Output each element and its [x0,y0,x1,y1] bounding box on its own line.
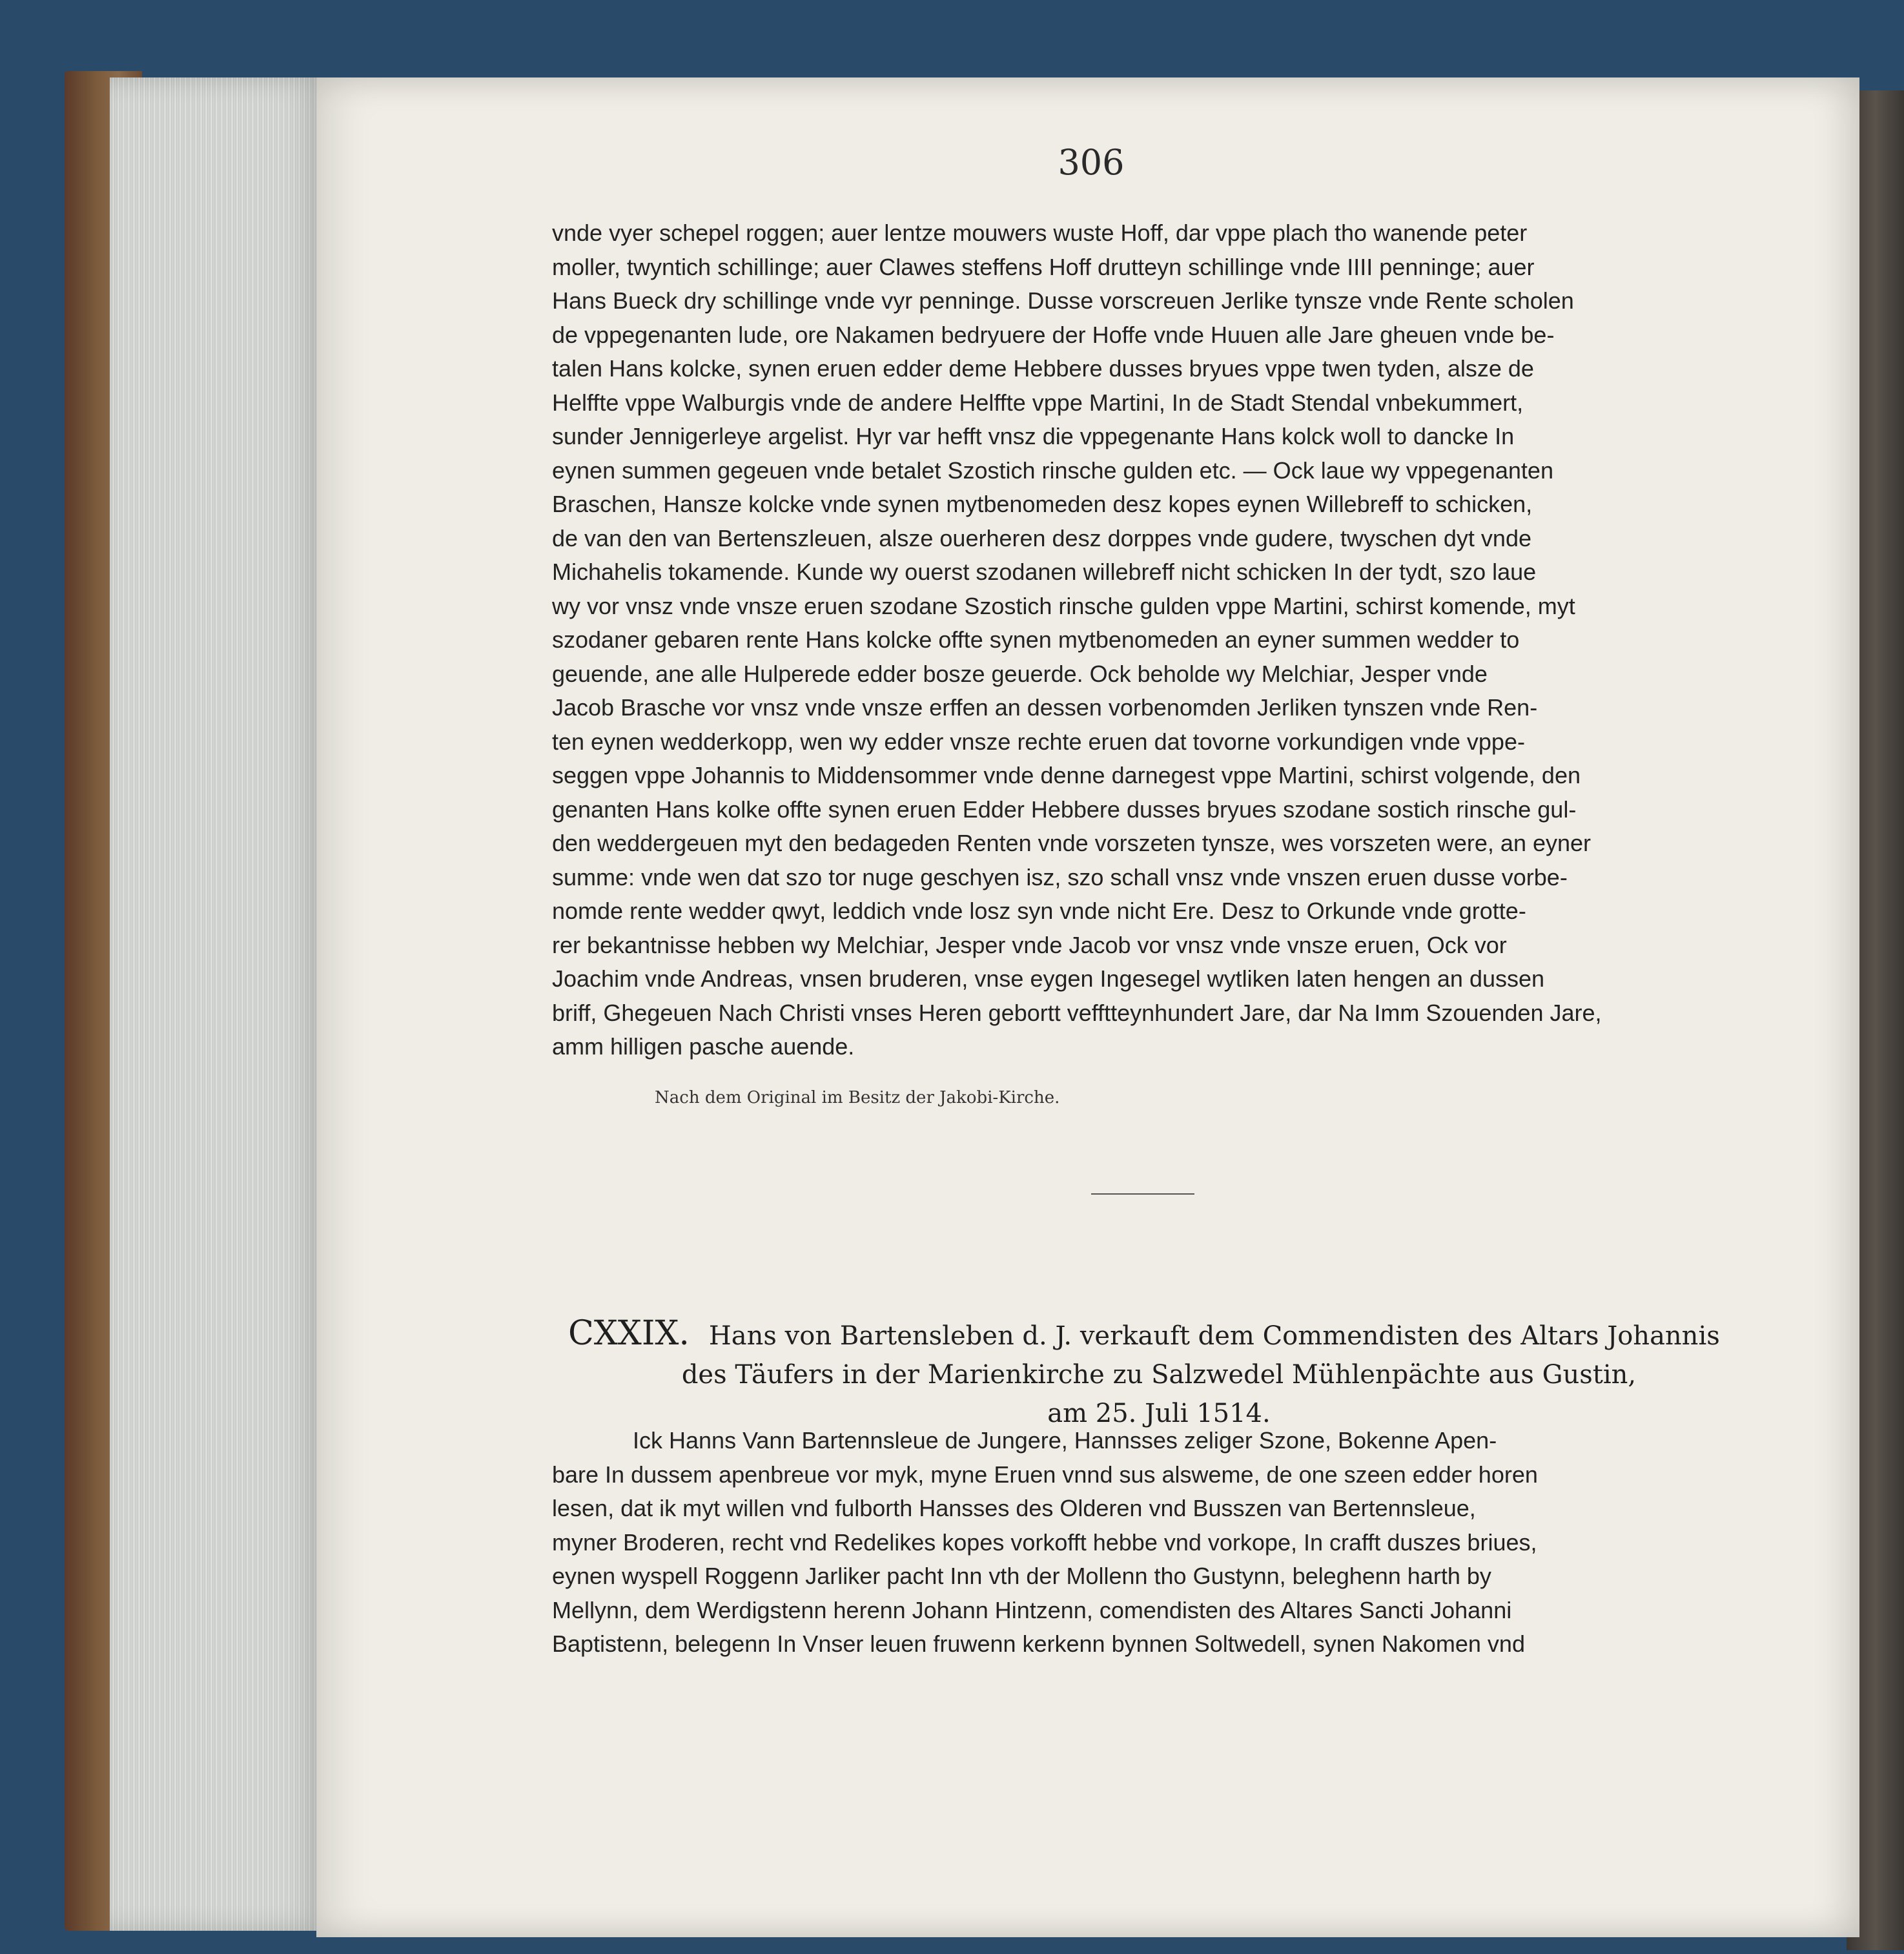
paragraph [552,1424,1746,1661]
document-heading [568,1314,1750,1433]
text-line: Mellynn, dem Werdigstenn herenn Johann Hintzenn, comendisten des Altares Sancti Johanni [552,1596,1512,1623]
heading-line-3: am 25. Juli 1514. [1047,1399,1271,1428]
text-line: szodaner gebaren rente Hans kolcke offte synen mytbenomeden an eyner summen wedder to [552,626,1520,653]
text-line: briff, Ghegeuen Nach Christi vnses Heren gebortt vefftteynhundert Jare, dar Na Imm Szouenden Jare, [552,999,1602,1026]
text-line: sunder Jennigerleye argelist. Hyr var hefft vnsz die vppegenante Hans kolck woll to dancke In [552,423,1515,449]
text-line: de vppegenanten lude, ore Nakamen bedryuere der Hoffe vnde Huuen alle Jare gheuen vnde be- [552,321,1555,348]
text-line: lesen, dat ik myt willen vnd fulborth Hansses des Olderen vnd Busszen van Bertennsleue, [552,1495,1476,1521]
text-line: geuende, ane alle Hulperede edder bosze geuerde. Ock beholde wy Melchiar, Jesper vnde [552,660,1488,687]
text-line: Braschen, Hansze kolcke vnde synen mytbenomeden desz kopes eynen Willebreff to schicken, [552,491,1533,517]
text-line: Joachim vnde Andreas, vnsen bruderen, vnse eygen Ingesegel wytliken laten hengen an dussen [552,965,1545,992]
book-page [316,77,1859,1937]
document-text-bottom [552,1424,1746,1661]
text-line: moller, twyntich schillinge; auer Clawes steffens Hoff drutteyn schillinge vnde IIII penninge; auer [552,253,1535,280]
text-line: vnde vyer schepel roggen; auer lentze mouwers wuste Hoff, dar vppe plach tho wanende peter [552,220,1528,246]
text-line: myner Broderen, recht vnd Redelikes kopes vorkofft hebbe vnd vorkope, In crafft duszes briues, [552,1528,1537,1556]
paragraph [552,216,1746,1064]
text-line: Michahelis tokamende. Kunde wy ouerst szodanen willebreff nicht schicken In der tydt, szo laue [552,559,1537,585]
text-line: eynen wyspell Roggenn Jarliker pacht Inn vth der Mollenn tho Gustynn, beleghenn harth by [552,1563,1491,1589]
document-number: CXXIX. [568,1314,690,1353]
text-line: amm hilligen pasche auende. [552,1033,855,1060]
text-line: Helffte vppe Walburgis vnde de andere Helffte vppe Martini, In de Stadt Stendal vnbekummert, [552,389,1524,416]
text-line: Ick Hanns Vann Bartennsleue de Jungere, Hannsses zeliger Szone, Bokenne Apen- [633,1427,1497,1454]
text-line: nomde rente wedder qwyt, leddich vnde losz syn vnde nicht Ere. Desz to Orkunde vnde grotte- [552,898,1526,924]
text-line: Baptistenn, belegenn In Vnser leuen fruwenn kerkenn bynnen Soltwedell, synen Nakomen vnd [552,1630,1525,1657]
page-edges [110,77,323,1931]
text-line: den weddergeuen myt den bedageden Renten vnde vorszeten tynsze, wes vorszeten were, an eyner [552,830,1592,856]
text-line: de van den van Bertenszleuen, alsze ouerheren desz dorppes vnde gudere, twyschen dyt vnde [552,524,1531,551]
heading-text-1: Hans von Bartensleben d. J. verkauft dem Commendisten des Altars Johannis [708,1321,1720,1351]
text-line: seggen vppe Johannis to Middensommer vnde denne darnegest vppe Martini, schirst volgende, den [552,762,1581,788]
heading-line-2: des Täufers in der Marienkirche zu Salzwedel Mühlenpächte aus Gustin, [681,1360,1637,1390]
text-line: genanten Hans kolke offte synen eruen Edder Hebbere dusses bryues szodane sostich rinsche gul- [552,796,1577,823]
text-line: rer bekantnisse hebben wy Melchiar, Jesper vnde Jacob vor vnsz vnde vnsze eruen, Ock vor [552,931,1507,958]
page-number: 306 [1058,142,1125,183]
section-divider [1091,1193,1194,1195]
text-line: talen Hans kolcke, synen eruen edder deme Hebbere dusses bryues vppe twen tyden, alsze de [552,355,1534,382]
heading-line-1 [568,1314,1750,1355]
text-line: wy vor vnsz vnde vnsze eruen szodane Szostich rinsche gulden vppe Martini, schirst komende, myt [552,592,1575,619]
text-line: eynen summen gegeuen vnde betalet Szostich rinsche gulden etc. — Ock laue wy vppegenanten [552,457,1553,484]
text-line: bare In dussem apenbreue vor myk, myne Eruen vnnd sus alsweme, de one szeen edder horen [552,1461,1538,1488]
text-line: Hans Bueck dry schillinge vnde vyr penninge. Dusse vorscreuen Jerlike tynsze vnde Rente scholen [552,287,1574,314]
document-text-top [552,216,1746,1064]
text-line: summe: vnde wen dat szo tor nuge geschyen isz, szo schall vnsz vnde vnszen eruen dusse vorbe- [552,863,1568,890]
text-line: ten eynen wedderkopp, wen wy edder vnsze rechte eruen dat tovorne vorkundigen vnde vppe- [552,728,1525,755]
source-note: Nach dem Original im Besitz der Jakobi-Kirche. [655,1088,1060,1107]
text-line: Jacob Brasche vor vnsz vnde vnsze erffen an dessen vorbenomden Jerliken tynszen vnde Ren- [552,694,1538,721]
